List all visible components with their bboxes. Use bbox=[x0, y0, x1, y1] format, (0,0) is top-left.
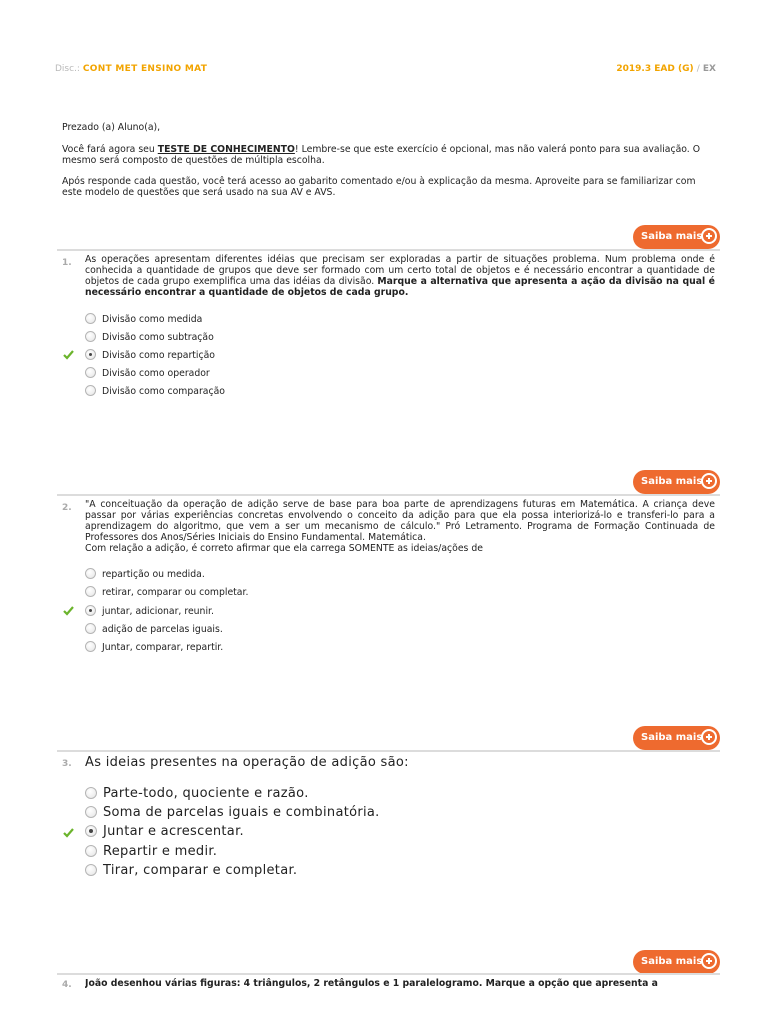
intro-paragraph-1: Você fará agora seu TESTE DE CONHECIMENTO! Lembre-se que este exercício é opcional, mas não valerá ponto para sua avaliação. O mesmo será composto de questões de múltipla escolha. bbox=[62, 144, 701, 166]
plus-icon bbox=[701, 228, 717, 244]
q3-option-3[interactable]: Juntar e acrescentar. bbox=[85, 823, 244, 841]
radio-button-selected[interactable] bbox=[85, 349, 96, 360]
saiba-mais-button-q1[interactable]: Saiba mais bbox=[633, 225, 720, 249]
q2-option-4[interactable]: adição de parcelas iguais. bbox=[85, 623, 223, 637]
question-text-q3: As ideias presentes na operação de adição são: bbox=[85, 755, 409, 770]
q2-option-3[interactable]: juntar, adicionar, reunir. bbox=[85, 605, 214, 619]
teste-conhecimento-text: TESTE DE CONHECIMENTO bbox=[157, 144, 295, 155]
radio-button[interactable] bbox=[85, 331, 96, 342]
discipline-name: CONT MET ENSINO MAT bbox=[82, 64, 208, 74]
q1-option-4[interactable]: Divisão como operador bbox=[85, 367, 210, 381]
radio-button-selected[interactable] bbox=[85, 825, 97, 837]
radio-button[interactable] bbox=[85, 568, 96, 579]
intro-text bbox=[62, 122, 702, 198]
radio-button[interactable] bbox=[85, 806, 97, 818]
radio-button[interactable] bbox=[85, 641, 96, 652]
saiba-mais-button-q3[interactable]: Saiba mais bbox=[633, 726, 720, 750]
q3-option-5[interactable]: Tirar, comparar e completar. bbox=[85, 862, 297, 880]
correct-check-icon bbox=[63, 827, 74, 838]
radio-button[interactable] bbox=[85, 623, 96, 634]
question-text-q1: As operações apresentam diferentes idéias que precisam ser exploradas a partir de situações problema. Num problema onde é conhecida a quantidade de grupos que deve ser formado com um certo total de objetos e é necessário encontrar a quantidade de objetos de cada grupo exemplifica uma das idéias da divisão. Marque a alternativa que apresenta a ação da divisão na qual é necessário encontrar a quantidade de objetos de cada grupo. bbox=[85, 254, 715, 298]
radio-button[interactable] bbox=[85, 367, 96, 378]
divider bbox=[57, 494, 720, 496]
radio-button[interactable] bbox=[85, 385, 96, 396]
question-number: 3. bbox=[62, 759, 72, 769]
divider bbox=[57, 249, 720, 251]
plus-icon bbox=[701, 473, 717, 489]
header-right bbox=[616, 64, 716, 74]
correct-check-icon bbox=[63, 605, 74, 616]
intro-paragraph-2: Após responde cada questão, você terá acesso ao gabarito comentado e/ou à explicação da mesma. Aproveite para se familiarizar com este modelo de questões que será usado na sua AV e AVS. bbox=[62, 176, 696, 198]
period-label: 2019.3 EAD (G) bbox=[616, 64, 694, 74]
question-number: 2. bbox=[62, 503, 72, 513]
q3-option-1[interactable]: Parte-todo, quociente e razão. bbox=[85, 785, 309, 803]
correct-check-icon bbox=[63, 349, 74, 360]
radio-button[interactable] bbox=[85, 787, 97, 799]
saiba-mais-button-q4[interactable]: Saiba mais bbox=[633, 950, 720, 974]
radio-button[interactable] bbox=[85, 864, 97, 876]
radio-button[interactable] bbox=[85, 313, 96, 324]
divider bbox=[57, 973, 720, 975]
q2-option-2[interactable]: retirar, comparar ou completar. bbox=[85, 586, 248, 600]
q1-option-2[interactable]: Divisão como subtração bbox=[85, 331, 214, 345]
q3-option-4[interactable]: Repartir e medir. bbox=[85, 843, 217, 861]
q1-option-3[interactable]: Divisão como repartição bbox=[85, 349, 215, 363]
divider bbox=[57, 750, 720, 752]
radio-button[interactable] bbox=[85, 586, 96, 597]
disc-label: Disc.: bbox=[55, 64, 80, 74]
question-number: 4. bbox=[62, 980, 72, 990]
question-text-q4: João desenhou várias figuras: 4 triângulos, 2 retângulos e 1 paralelogramo. Marque a opção que apresenta a bbox=[85, 978, 658, 989]
q1-option-1[interactable]: Divisão como medida bbox=[85, 313, 202, 327]
plus-icon bbox=[701, 729, 717, 745]
q3-option-2[interactable]: Soma de parcelas iguais e combinatória. bbox=[85, 804, 380, 822]
radio-button[interactable] bbox=[85, 845, 97, 857]
plus-icon bbox=[701, 953, 717, 969]
q1-option-5[interactable]: Divisão como comparação bbox=[85, 385, 225, 399]
question-text-q2: "A conceituação da operação de adição serve de base para boa parte de aprendizagens futuras em Matemática. A criança deve passar por várias experiências concretas envolvendo o conceito da adição para que ela possa interiorizá-lo e transferi-lo para a aprendizagem do algoritmo, que vem a ser um mecanismo de cálculo." Pró Letramento. Programa de Formação Continuada de Professores dos Anos/Séries Iniciais do Ensino Fundamental. Matemática. Com relação a adição, é correto afirmar que ela carrega SOMENTE as ideias/ações de bbox=[85, 499, 715, 554]
question-number: 1. bbox=[62, 258, 72, 268]
greeting: Prezado (a) Aluno(a), bbox=[62, 122, 161, 133]
q2-option-1[interactable]: repartição ou medida. bbox=[85, 568, 205, 582]
q2-option-5[interactable]: Juntar, comparar, repartir. bbox=[85, 641, 223, 655]
header-separator: / bbox=[696, 64, 700, 74]
saiba-mais-button-q2[interactable]: Saiba mais bbox=[633, 470, 720, 494]
header-bar bbox=[55, 64, 716, 78]
radio-button-selected[interactable] bbox=[85, 605, 96, 616]
exercise-label: EX bbox=[702, 64, 716, 74]
